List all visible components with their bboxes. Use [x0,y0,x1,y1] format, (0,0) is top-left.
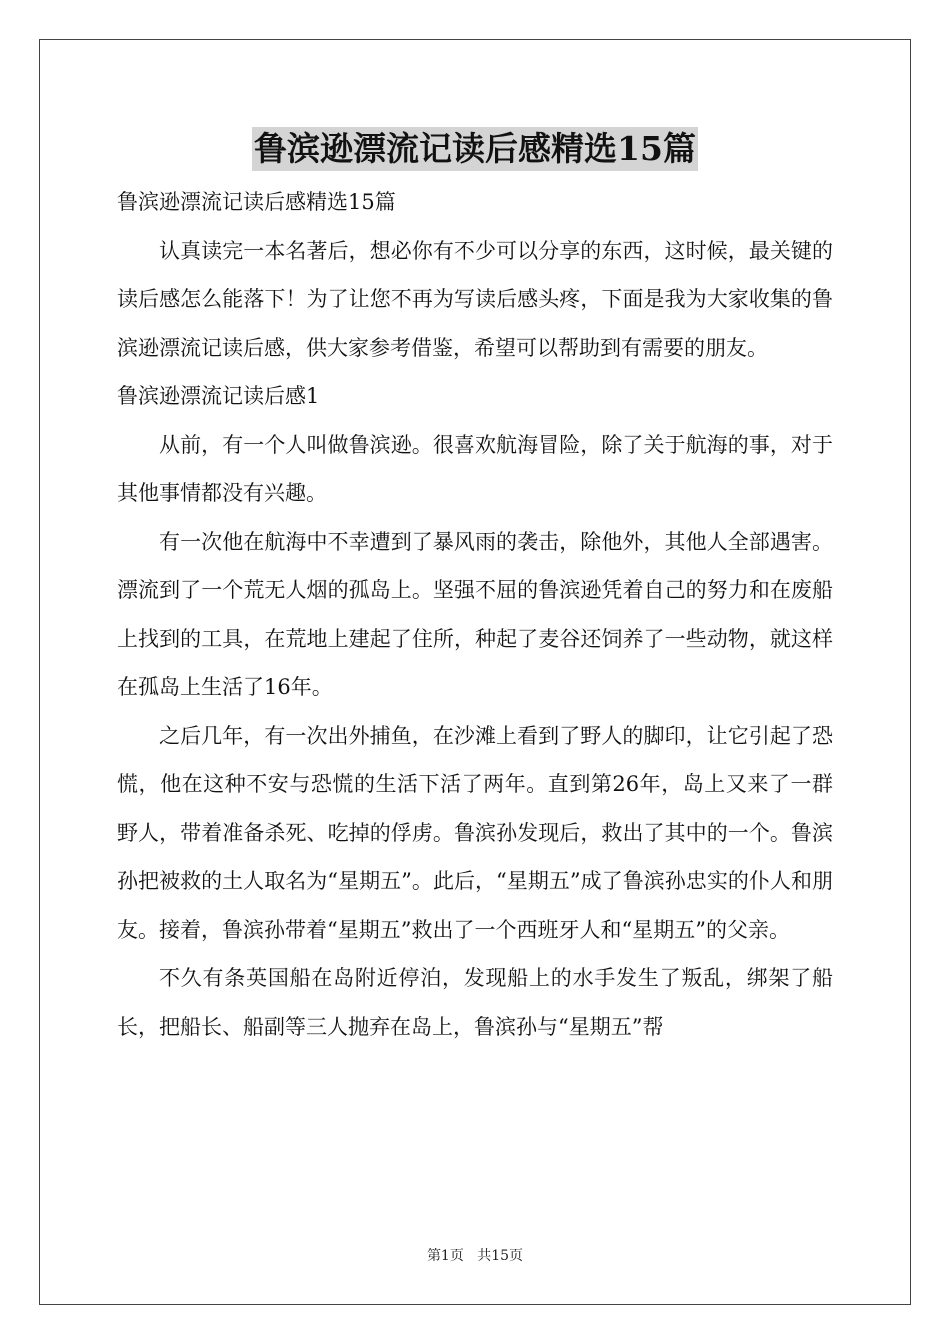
page-total: 共15页 [477,1248,524,1264]
body-paragraph: 不久有条英国船在岛附近停泊，发现船上的水手发生了叛乱，绑架了船长，把船长、船副等三人抛弃在岛上，鲁滨孙与“星期五”帮 [117,966,833,1039]
body-paragraph: 从前，有一个人叫做鲁滨逊。很喜欢航海冒险，除了关于航海的事，对于其他事情都没有兴趣。 [117,432,833,505]
page-number: 第1页 [426,1248,464,1264]
body-paragraph: 之后几年，有一次出外捕鱼，在沙滩上看到了野人的脚印，让它引起了恐慌，他在这种不安与恐慌的生活下活了两年。直到第26年，岛上又来了一群野人，带着准备杀死、吃掉的俘虏。鲁滨孙发现后，救出了其中的一个。鲁滨孙把被救的土人取名为“星期五”。此后，“星期五”成了鲁滨孙忠实的仆人和朋友。接着，鲁滨孙带着“星期五”救出了一个西班牙人和“星期五”的父亲。 [117,723,833,942]
intro-paragraph: 认真读完一本名著后，想必你有不少可以分享的东西，这时候，最关键的读后感怎么能落下！为了让您不再为写读后感头疼，下面是我为大家收集的鲁滨逊漂流记读后感，供大家参考借鉴，希望可以帮助到有需要的朋友。 [117,238,833,360]
document-title: 鲁滨逊漂流记读后感精选15篇 [252,127,698,171]
title-container [0,127,950,171]
subtitle-line: 鲁滨逊漂流记读后感精选15篇 [117,190,396,214]
page-footer [0,1246,950,1266]
section-heading: 鲁滨逊漂流记读后感1 [117,384,320,408]
body-paragraph: 有一次他在航海中不幸遭到了暴风雨的袭击，除他外，其他人全部遇害。漂流到了一个荒无人烟的孤岛上。坚强不屈的鲁滨逊凭着自己的努力和在废船上找到的工具，在荒地上建起了住所，种起了麦谷还饲养了一些动物，就这样在孤岛上生活了16年。 [117,529,833,699]
document-body [117,178,833,1051]
